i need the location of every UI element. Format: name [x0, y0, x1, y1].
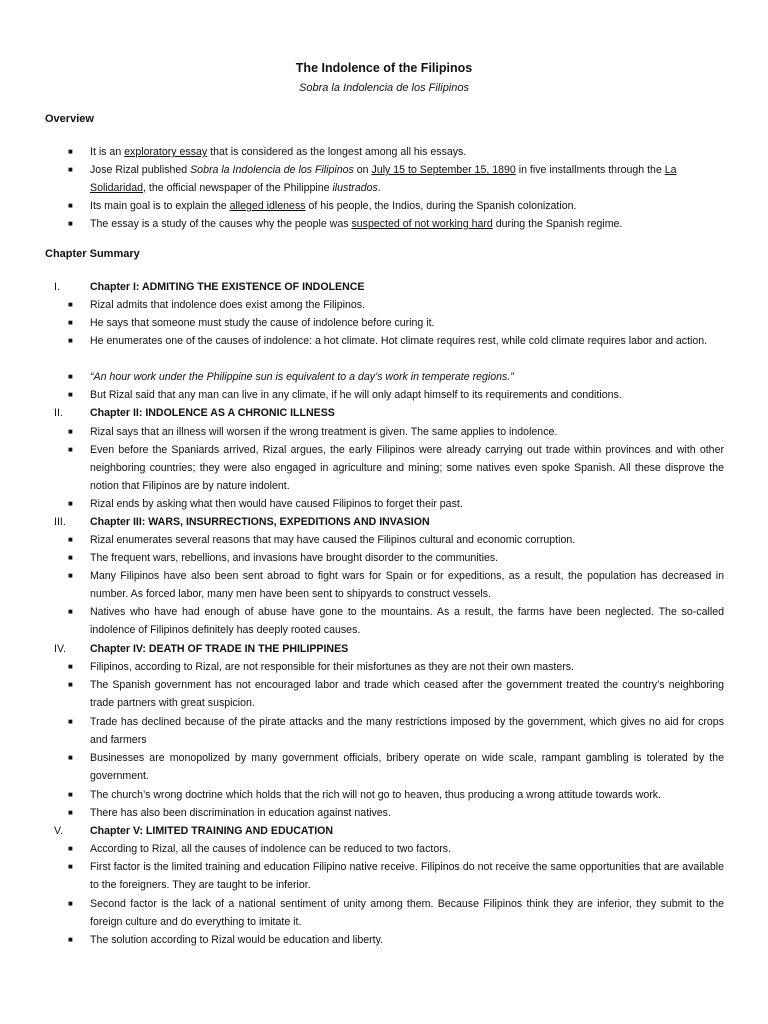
- list-item: [68, 658, 724, 676]
- list-item: [68, 441, 724, 495]
- square-bullet-icon: ■: [68, 390, 73, 399]
- list-item: [68, 368, 724, 386]
- list-item: [68, 895, 724, 931]
- list-item: [68, 332, 724, 350]
- chapter-title: [54, 278, 365, 296]
- bullet-text: Businesses are monopolized by many government officials, bribery operate on wide scale, rampant gambling is tolerated by the government.: [90, 752, 724, 782]
- square-bullet-icon: ■: [68, 844, 73, 853]
- document-subtitle: Sobra la Indolencia de los Filipinos: [299, 82, 469, 94]
- italic-text: Sobra la Indolencia de los Filipinos: [190, 164, 354, 176]
- text-run: during the Spanish regime.: [492, 218, 623, 230]
- list-item: [68, 296, 724, 314]
- underlined-text: alleged idleness: [229, 200, 306, 212]
- chapter-title: [54, 640, 349, 658]
- square-bullet-icon: ■: [68, 300, 73, 309]
- bullet-text: Trade has declined because of the pirate attacks and the many restrictions imposed by the government, which gives no aid for crops and farmers: [90, 716, 724, 746]
- chapter-title-text: Chapter II: INDOLENCE AS A CHRONIC ILLNESS: [90, 407, 335, 419]
- chapter-title: [54, 404, 335, 422]
- list-item: [68, 603, 724, 639]
- bullet-text: Even before the Spaniards arrived, Rizal argues, the early Filipinos were already carrying out trade within provinces and with other neighboring countries; they were also engaged in agriculture and mining; some natives even spoke Spanish. All these disprove the notion that Filipinos are by nature indolent.: [90, 444, 724, 492]
- list-item: [68, 143, 724, 161]
- list-item: [68, 749, 724, 785]
- list-item: [68, 676, 724, 712]
- bullet-text: Rizal ends by asking what then would have caused Filipinos to forget their past.: [90, 498, 463, 510]
- bullet-text: Filipinos, according to Rizal, are not responsible for their misfortunes as they are not their own masters.: [90, 661, 575, 673]
- square-bullet-icon: ■: [68, 336, 73, 345]
- chapter-title-text: Chapter IV: DEATH OF TRADE IN THE PHILIPPINES: [90, 643, 349, 655]
- square-bullet-icon: ■: [68, 607, 73, 616]
- square-bullet-icon: ■: [68, 899, 73, 908]
- square-bullet-icon: ■: [68, 662, 73, 671]
- list-item: [68, 840, 724, 858]
- bullet-text: The frequent wars, rebellions, and invasions have brought disorder to the communities.: [90, 552, 499, 564]
- quote-text: “An hour work under the Philippine sun is equivalent to a day’s work in temperate regions.”: [90, 371, 514, 383]
- square-bullet-icon: ■: [68, 165, 73, 174]
- italic-text: ilustrados: [332, 182, 378, 194]
- list-item: [68, 804, 724, 822]
- text-run: in five installments through the: [515, 164, 665, 176]
- chapter-title-text: Chapter III: WARS, INSURRECTIONS, EXPEDITIONS AND INVASION: [90, 516, 430, 528]
- document-title: The Indolence of the Filipinos: [295, 61, 473, 75]
- bullet-text: Second factor is the lack of a national sentiment of unity among them. Because Filipinos think they are inferior, they submit to the foreign culture and do everything to imitate it.: [90, 898, 724, 928]
- list-item: [68, 161, 724, 197]
- bullet-text: Natives who have had enough of abuse have gone to the mountains. As a result, the farms have been neglected. The so-called indolence of Filipinos definitely has deeply rooted causes.: [90, 606, 724, 636]
- underlined-text: La: [664, 164, 677, 176]
- square-bullet-icon: ■: [68, 219, 73, 228]
- list-item: [68, 495, 724, 513]
- text-run: The essay is a study of the causes why the people was: [90, 218, 352, 230]
- list-item: [68, 423, 724, 441]
- list-item: [68, 531, 724, 549]
- bullet-text: Rizal enumerates several reasons that may have caused the Filipinos cultural and economic corruption.: [90, 534, 576, 546]
- chapter-title: [54, 822, 334, 840]
- square-bullet-icon: ■: [68, 445, 73, 454]
- square-bullet-icon: ■: [68, 318, 73, 327]
- list-item: [68, 314, 724, 332]
- bullet-text: He says that someone must study the cause of indolence before curing it.: [90, 317, 435, 329]
- text-run: .: [377, 182, 381, 194]
- text-run: of his people, the Indios, during the Spanish colonization.: [305, 200, 577, 212]
- chapter-numeral: I.: [54, 281, 60, 293]
- bullet-text: He enumerates one of the causes of indolence: a hot climate. Hot climate requires rest, while cold climate requires labor and action.: [90, 335, 708, 347]
- square-bullet-icon: ■: [68, 808, 73, 817]
- text-run: Its main goal is to explain the: [90, 200, 230, 212]
- chapter-title-text: Chapter V: LIMITED TRAINING AND EDUCATION: [90, 825, 334, 837]
- chapter-summary-heading: Chapter Summary: [45, 248, 140, 260]
- bullet-text: But Rizal said that any man can live in any climate, if he will only adapt himself to its requirements and conditions.: [90, 389, 622, 401]
- list-item: [68, 567, 724, 603]
- square-bullet-icon: ■: [68, 571, 73, 580]
- text-run: that is considered as the longest among all his essays.: [207, 146, 467, 158]
- list-item: [68, 549, 724, 567]
- bullet-text: According to Rizal, all the causes of indolence can be reduced to two factors.: [90, 843, 451, 855]
- chapter-numeral: IV.: [54, 643, 66, 655]
- underlined-text: Solidaridad: [90, 182, 144, 194]
- chapter-numeral: III.: [54, 516, 66, 528]
- square-bullet-icon: ■: [68, 427, 73, 436]
- chapter-title: [54, 513, 430, 531]
- square-bullet-icon: ■: [68, 499, 73, 508]
- square-bullet-icon: ■: [68, 935, 73, 944]
- chapter-title-text: Chapter I: ADMITING THE EXISTENCE OF INDOLENCE: [90, 281, 365, 293]
- square-bullet-icon: ■: [68, 790, 73, 799]
- list-item: [68, 215, 724, 233]
- text-run: It is an: [90, 146, 125, 158]
- bullet-text: First factor is the limited training and education Filipino native receive. Filipinos do not receive the same opportunities that are available to the foreigners. They are taught to be inferior.: [90, 861, 724, 891]
- square-bullet-icon: ■: [68, 201, 73, 210]
- list-item: [68, 197, 724, 215]
- square-bullet-icon: ■: [68, 717, 73, 726]
- list-item: [68, 931, 724, 949]
- list-item: [68, 713, 724, 749]
- underlined-text: exploratory essay: [124, 146, 208, 158]
- bullet-text: The church’s wrong doctrine which holds that the rich will not go to heaven, thus producing a wrong attitude towards work.: [90, 789, 662, 801]
- square-bullet-icon: ■: [68, 680, 73, 689]
- chapter-numeral: II.: [54, 407, 63, 419]
- text-run: on: [353, 164, 372, 176]
- square-bullet-icon: ■: [68, 753, 73, 762]
- list-item: [68, 386, 724, 404]
- text-run: Jose Rizal published: [90, 164, 191, 176]
- bullet-text: Many Filipinos have also been sent abroad to fight wars for Spain or for expeditions, as a result, the population has decreased in number. As forced labor, many men have been sent to shipyards to construct vessels.: [90, 570, 724, 600]
- square-bullet-icon: ■: [68, 535, 73, 544]
- text-run: , the official newspaper of the Philippine: [143, 182, 333, 194]
- bullet-text: The solution according to Rizal would be education and liberty.: [90, 934, 384, 946]
- underlined-text: suspected of not working hard: [351, 218, 493, 230]
- bullet-text: There has also been discrimination in education against natives.: [90, 807, 391, 819]
- bullet-text: The Spanish government has not encouraged labor and trade which ceased after the government treated the country’s neighboring trade partners with great suspicion.: [90, 679, 724, 709]
- square-bullet-icon: ■: [68, 553, 73, 562]
- square-bullet-icon: ■: [68, 147, 73, 156]
- list-item: [68, 786, 724, 804]
- bullet-text: Rizal admits that indolence does exist among the Filipinos.: [90, 299, 365, 311]
- chapter-numeral: V.: [54, 825, 64, 837]
- list-item: [68, 858, 724, 894]
- underlined-text: July 15 to September 15, 1890: [371, 164, 516, 176]
- square-bullet-icon: ■: [68, 372, 73, 381]
- bullet-text: Rizal says that an illness will worsen if the wrong treatment is given. The same applies to indolence.: [90, 426, 558, 438]
- overview-heading: Overview: [45, 113, 94, 125]
- square-bullet-icon: ■: [68, 862, 73, 871]
